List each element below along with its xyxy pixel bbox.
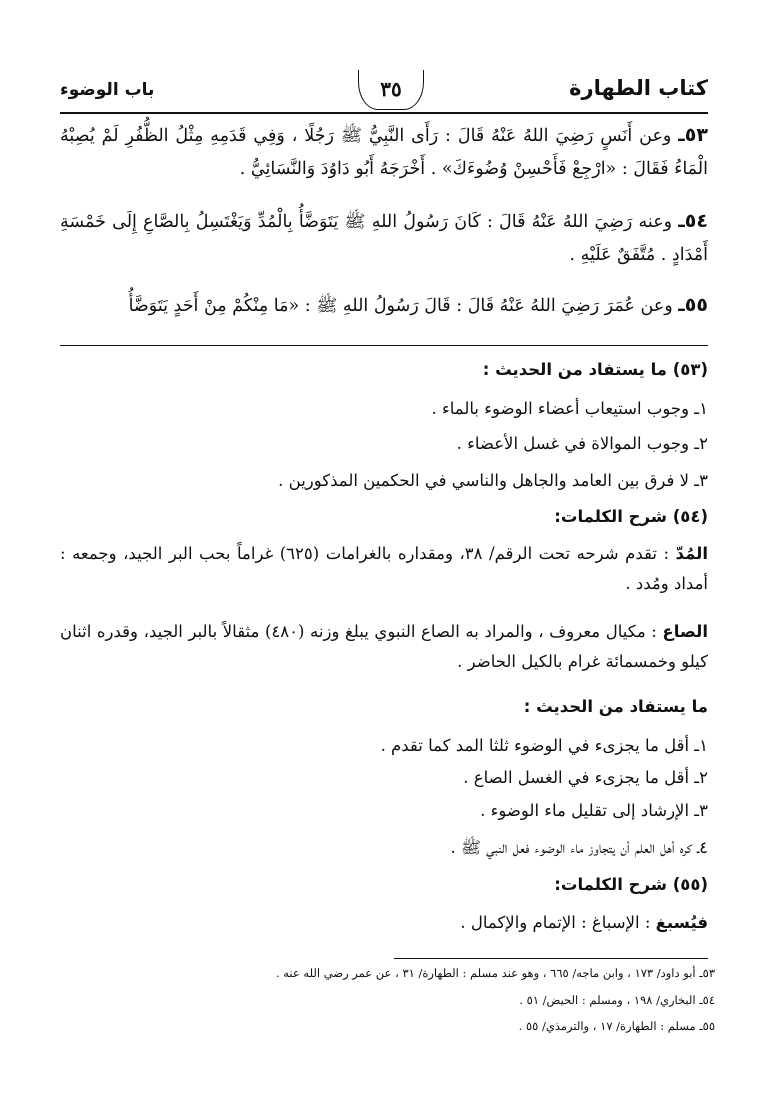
list-item: ٤ـ كره أهل العلم أن يتجاوز ماء الوضوء فعل النبي ﷺ . [450,838,708,857]
section-53-title: (٥٣) ما يستفاد من الحديث : [482,360,708,379]
list-item: ٢ـ أقل ما يجزىء في الغسل الصاع . [463,768,708,787]
hadith-number: ٥٥ـ [678,294,708,316]
book-title: كتاب الطهارة [569,76,708,100]
footnote: ٥٥ـ مسلم : الطهارة/ ١٧ ، والترمذي/ ٥٥ . [518,1019,715,1033]
definition-text: : مكيال معروف ، والمراد به الصاع النبوي يبلغ وزنه (٤٨٠) مثقالاً بالبر الجيد، وقدره اثنان كيلو وخمسمائة غرام بالكيل الحاضر . [60,622,708,671]
list-item: ٣ـ لا فرق بين العامد والجاهل والناسي في الحكمين المذكورين . [278,471,708,490]
definition-yusbigh [60,908,708,938]
section-54-benefits-title: ما يستفاد من الحديث : [523,697,708,716]
footnote: ٥٣ـ أبو داود/ ١٧٣ ، وابن ماجه/ ٦٦٥ ، وهو عند مسلم : الطهارة/ ٣١ ، عن عمر رضي الله عنه . [275,966,715,980]
chapter-title: باب الوضوء [60,80,155,100]
list-item: ٢ـ وجوب الموالاة في غسل الأعضاء . [456,434,708,453]
hadith-53 [60,119,708,186]
footnote: ٥٤ـ البخاري/ ١٩٨ ، ومسلم : الحيض/ ٥١ . [519,993,715,1007]
definition-term: فيُسبغ [655,913,708,932]
definition-text: : الإسباغ : الإتمام والإكمال . [460,913,656,932]
section-55-words-title: (٥٥) شرح الكلمات: [554,875,708,894]
section-divider [60,345,708,346]
page-number: ٣٥ [358,70,424,110]
page-header [60,70,708,114]
hadith-54 [60,205,708,272]
header-rule [60,112,708,114]
definition-mudd [60,539,708,599]
list-item: ٣ـ الإرشاد إلى تقليل ماء الوضوء . [480,801,708,820]
hadith-55 [60,289,708,323]
hadith-number: ٥٣ـ [678,124,708,146]
hadith-number: ٥٤ـ [678,210,708,232]
hadith-text: وعنه رَضِيَ اللهُ عَنْهُ قَالَ : كَانَ رَسُولُ اللهِ ﷺ يَتَوَضَّأُ بِالْمُدِّ وَيَغْتَسِلُ بِالصَّاعِ إِلَى خَمْسَةِ أَمْدَادٍ . مُتَّفَقٌ عَلَيْهِ . [60,212,708,265]
definition-text: : تقدم شرحه تحت الرقم/ ٣٨، ومقداره بالغرامات (٦٢٥) غراماً بحب البر الجيد، وجمعه : أمداد ومُدد . [60,544,708,593]
hadith-text: وعن أَنَسٍ رَضِيَ اللهُ عَنْهُ قَالَ : رَأَى النَّبِيُّ ﷺ رَجُلًا ، وَفِي قَدَمِهِ مِثْلُ الظُّفُرِ لَمْ يُصِبْهُ الْمَاءُ فَقَالَ : «ارْجِعْ فَأَحْسِنْ وُضُوءَكَ» . أَخْرَجَهُ أَبُو دَاوُدَ وَالنَّسَائِيُّ . [60,126,708,179]
section-54-words-title: (٥٤) شرح الكلمات: [554,507,708,526]
footnote-rule [394,958,708,959]
hadith-text: وعن عُمَرَ رَضِيَ اللهُ عَنْهُ قَالَ : قَالَ رَسُولُ اللهِ ﷺ : «مَا مِنْكُمْ مِنْ أَحَدٍ يَتَوَضَّأُ [128,296,673,316]
definition-saa [60,617,708,677]
definition-term: الصاع [662,622,708,641]
definition-term: المُدّ [675,544,708,563]
list-item: ١ـ أقل ما يجزىء في الوضوء ثلثا المد كما تقدم . [380,736,708,755]
list-item: ١ـ وجوب استيعاب أعضاء الوضوء بالماء . [431,399,708,418]
